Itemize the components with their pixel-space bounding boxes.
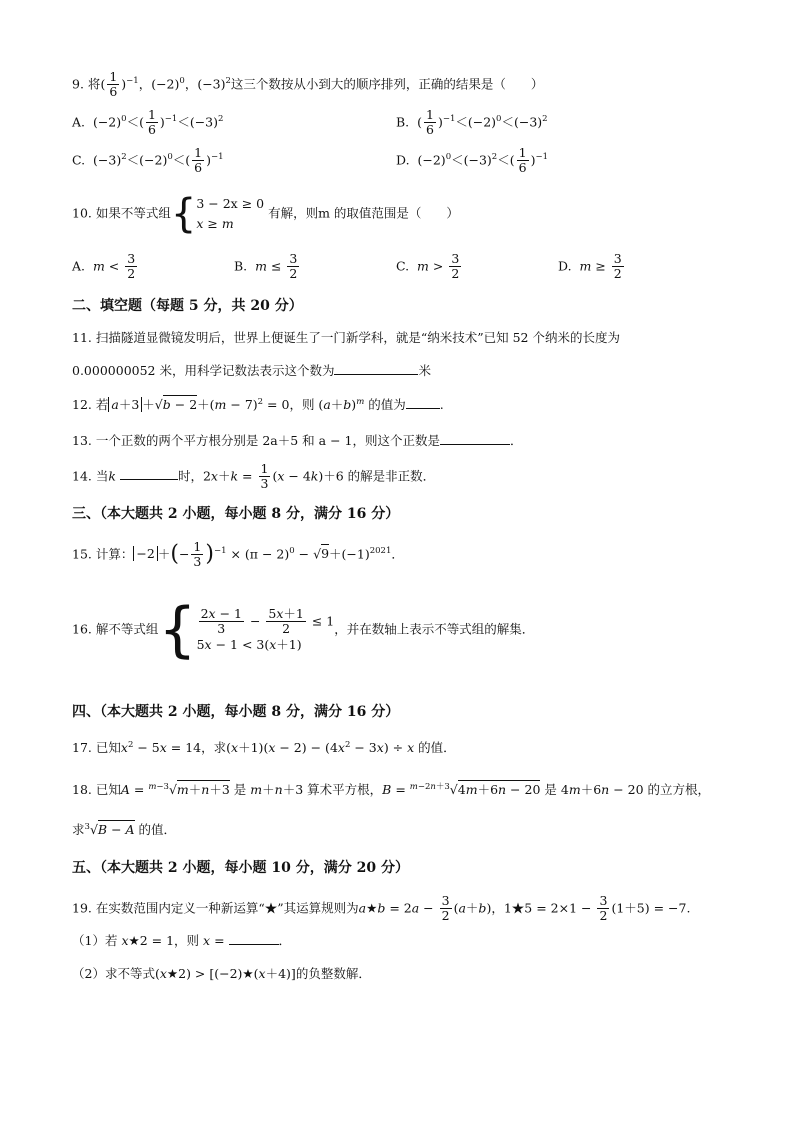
section-5-title: 五、（本大题共 2 小题，每小题 10 分，满分 20 分） — [72, 860, 409, 876]
q15: 15. 计算： −2 ＋(− $\frac{1}{3}$ )$^{-1} \times (\pi - 2)^0 - √9+(-1)^{2021}$． — [72, 539, 404, 570]
section-4-title: 四、（本大题共 2 小题，每小题 8 分，满分 16 分） — [72, 704, 400, 720]
q9-option-c[interactable]: C. $(-3)^2<(-2)^0<$( $\frac{1}{6}$ )$^{-1}$ — [72, 145, 224, 176]
q9-option-a[interactable]: A. $(-2)^0<$( $\frac{1}{6}$ )$^{-1}<(-3)^2$ — [72, 107, 224, 138]
q9-stem: 9. 将( $\frac{1}{6}$ )$^{-1}$，$(-2)^0$，$(-3)^2$这三个数按从小到大的顺序排列，正确的结果是（ ） — [72, 69, 544, 100]
q19-part2: （2）求不等式(x★2) > [(−2)★(x＋4)]的负整数解． — [72, 966, 371, 981]
q16: 16. 解不等式组{ $\frac{2x - 1}{3}$ − $\frac{5x+1}{2}$ ≤ 1 5x − 1 < 3(x＋1)，并在数轴上表示不等式组的解集． — [72, 595, 535, 665]
section-2-title: 二、填空题（每题 5 分，共 20 分） — [72, 298, 303, 314]
q19-answer-blank[interactable] — [229, 932, 279, 945]
q19-part1: （1）若 x★2 = 1，则 x = ． — [72, 933, 292, 948]
q14-answer-blank[interactable] — [120, 467, 178, 480]
q9-option-b[interactable]: B. ( $\frac{1}{6}$ )$^{-1}<(-2)^0<(-3)^2$ — [396, 107, 548, 138]
q10-stem: 10. 如果不等式组{3 − 2x ≥ 0 x ≥ m 有解，则m 的取值范围是（ ） — [72, 191, 459, 237]
q13: 13. 一个正数的两个平方根分别是 2a＋5 和 a − 1，则这个正数是 ． — [72, 433, 523, 448]
q17: 17. 已知$x^2 - 5x = 14$，求$(x+1)(x - 2) - (4x^2 - 3x) \div x$ 的值． — [72, 739, 456, 755]
q10-option-d[interactable]: D. m ≥ $\frac{3}{2}$ — [558, 251, 622, 282]
q9-number: 9. — [72, 76, 84, 92]
q10-system: 3 − 2x ≥ 0 x ≥ m — [196, 196, 265, 231]
q9-option-d[interactable]: D. $(-2)^0<(-3)^2<$( $\frac{1}{6}$ )$^{-1}$ — [396, 145, 548, 176]
q18-line1: 18. 已知A = $^{m-3}$√m＋n＋3 是 m＋n＋3 算术平方根，B = $^{m-2n+3}$√4m＋6n − 20 是 4m＋6n − 20 的立方根， — [72, 781, 711, 797]
q10-option-b[interactable]: B. m ≤ $\frac{3}{2}$ — [234, 251, 298, 282]
q10-option-c[interactable]: C. m > $\frac{3}{2}$ — [396, 251, 460, 282]
q16-system: $\frac{2x - 1}{3}$ − $\frac{5x+1}{2}$ ≤ 1 5x − 1 < 3(x＋1) — [196, 606, 335, 652]
section-3-title: 三、（本大题共 2 小题，每小题 8 分，满分 16 分） — [72, 506, 400, 522]
q10-option-a[interactable]: A. m < $\frac{3}{2}$ — [72, 251, 136, 282]
q13-answer-blank[interactable] — [440, 432, 510, 445]
q12-answer-blank[interactable] — [406, 396, 440, 409]
q12: 12. 若 $a+3 +√b - 2+(m - 7)^2 = 0$，则 $(a+b)^m$ 的值为 . — [72, 396, 444, 412]
q11-answer-blank[interactable] — [334, 362, 418, 375]
q11-line1: 11. 扫描隧道显微镜发明后，世界上便诞生了一门新学科，就是“纳米技术”已知 52 个纳米的长度为 — [72, 330, 620, 345]
q19-stem: 19. 在实数范围内定义一种新运算“★”其运算规则为a★b = 2a − $\frac{3}{2}$ (a＋b)，1★5 = 2×1 − $\frac{3}{2}$ (1＋5) = −7. — [72, 893, 691, 924]
q11-line2: 0.000000052 米，用科学记数法表示这个数为 米 — [72, 363, 431, 378]
q18-line2: 求$^3$√B − A 的值． — [72, 821, 177, 837]
q14: 14. 当k 时，2x＋k = $\frac{1}{3}$ (x − 4k)＋6 的解是非正数． — [72, 461, 436, 492]
